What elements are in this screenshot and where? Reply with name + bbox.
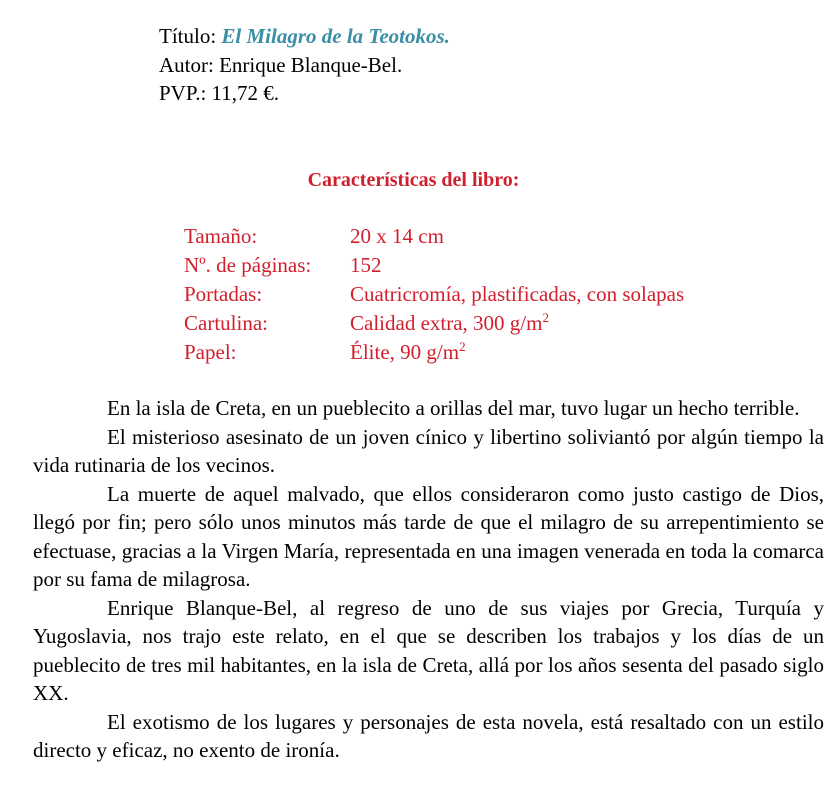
spec-label: Cartulina:: [184, 311, 268, 335]
spec-value: Cuatricromía, plastificadas, con solapas: [350, 282, 685, 306]
features-table: [184, 222, 684, 367]
synopsis-paragraph: En la isla de Creta, en un pueblecito a orillas del mar, tuvo lugar un hecho terrible.: [107, 396, 800, 420]
synopsis-paragraph: La muerte de aquel malvado, que ellos consideraron como justo castigo de Dios, llegó por fin; pero sólo unos minutos más tarde de que el milagro de su arrepentimiento se efectuase, gracias a la Virgen María, representada en una imagen venerada en toda la comarca por su fama de milagrosa.: [33, 481, 824, 591]
synopsis-paragraph: Enrique Blanque-Bel, al regreso de uno de sus viajes por Grecia, Turquía y Yugoslavia, nos trajo este relato, en el que se describen los trabajos y los días de un pueblecito de tres mil habitantes, en la isla de Creta, allá por los años sesenta del pasado siglo XX.: [33, 595, 824, 705]
superscript: 2: [459, 339, 466, 354]
spec-row-pages: [184, 251, 684, 280]
spec-label: Papel:: [184, 340, 237, 364]
spec-row-covers: [184, 280, 684, 309]
spec-value: 20 x 14 cm: [350, 224, 444, 248]
synopsis-paragraph: El exotismo de los lugares y personajes de esta novela, está resaltado con un estilo directo y eficaz, no exento de ironía.: [33, 709, 824, 762]
author-line: Autor: Enrique Blanque-Bel.: [159, 52, 403, 77]
spec-value: Calidad extra, 300 $g/m^2$: [350, 310, 549, 335]
features-heading: Características del libro:: [307, 169, 520, 191]
price-line: PVP.: 11,72 €.: [159, 81, 280, 105]
title-line: [159, 22, 450, 51]
spec-value: 152: [350, 253, 382, 277]
book-info: [159, 22, 450, 108]
spec-value: Élite, 90 $g/m^2$: [350, 339, 466, 364]
superscript: 2: [542, 310, 549, 325]
spec-label: Nº. de páginas:: [184, 253, 312, 277]
spec-label: Portadas:: [184, 282, 263, 306]
book-title: El Milagro de la Teotokos.: [221, 24, 450, 48]
spec-label: Tamaño:: [184, 224, 258, 248]
title-label: Título:: [159, 24, 217, 48]
synopsis: [33, 394, 824, 765]
spec-row-paper: [184, 338, 684, 367]
synopsis-paragraph: El misterioso asesinato de un joven cínico y libertino soliviantó por algún tiempo la vida rutinaria de los vecinos.: [33, 424, 824, 477]
spec-row-size: [184, 222, 684, 251]
spec-row-cardstock: [184, 309, 684, 338]
